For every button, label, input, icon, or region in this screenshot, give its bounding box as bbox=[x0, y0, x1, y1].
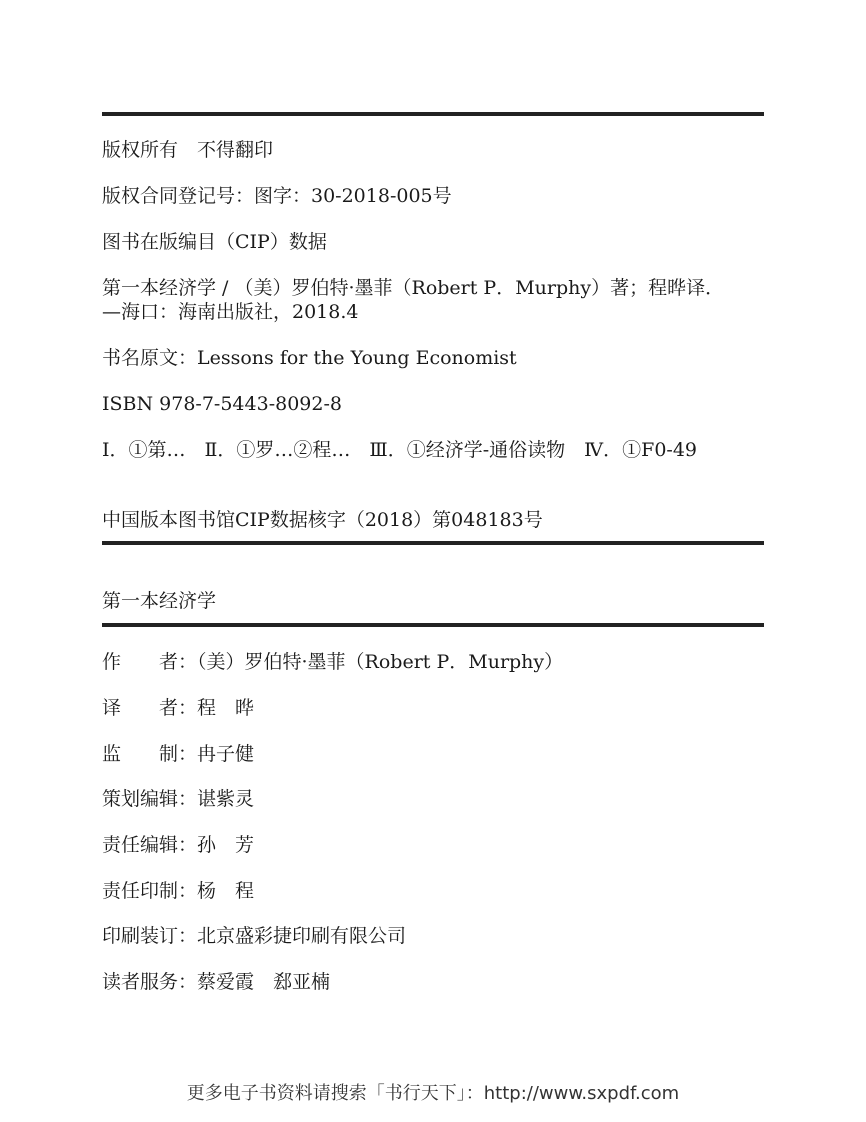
credit-value: 谌紫灵 bbox=[197, 788, 255, 810]
credit-value: 北京盛彩捷印刷有限公司 bbox=[197, 925, 407, 947]
cip-record: 中国版本图书馆CIP数据核字（2018）第048183号 bbox=[102, 509, 543, 531]
credit-row-author bbox=[102, 650, 764, 674]
credit-label: 作 者： bbox=[102, 651, 198, 673]
credit-row-printing bbox=[102, 924, 764, 948]
credit-label: 读者服务： bbox=[102, 971, 198, 993]
credit-label: 责任印制： bbox=[102, 880, 198, 902]
cip-entry-line1: 第一本经济学 / （美）罗伯特·墨菲（Robert P．Murphy）著；程晔译． bbox=[102, 277, 725, 299]
isbn: ISBN 978-7-5443-8092-8 bbox=[102, 393, 342, 415]
credit-value: 冉子健 bbox=[197, 743, 255, 765]
contract-number: 版权合同登记号：图字：30-2018-005号 bbox=[102, 185, 452, 207]
footer-watermark-text: 更多电子书资料请搜索「书行天下」：http://www.sxpdf.com bbox=[186, 1083, 680, 1104]
credit-row-reader-service bbox=[102, 970, 764, 994]
credit-row-responsible-editor bbox=[102, 833, 764, 857]
credit-row-supervisor bbox=[102, 742, 764, 766]
credit-row-print-supervisor bbox=[102, 879, 764, 903]
credit-label: 译 者： bbox=[102, 697, 198, 719]
middle-rule bbox=[102, 541, 764, 545]
cip-title: 图书在版编目（CIP）数据 bbox=[102, 231, 327, 253]
book-title: 第一本经济学 bbox=[102, 590, 217, 612]
credit-value: 杨 程 bbox=[197, 880, 255, 902]
credit-label: 印刷装订： bbox=[102, 925, 198, 947]
cip-entry-line2: —海口：海南出版社，2018.4 bbox=[102, 301, 359, 323]
credit-label: 责任编辑： bbox=[102, 834, 198, 856]
classification: Ⅰ．①第… Ⅱ．①罗…②程… Ⅲ．①经济学-通俗读物 Ⅳ．①F0-49 bbox=[102, 439, 698, 461]
credit-value: 程 晔 bbox=[197, 697, 255, 719]
credit-value: 蔡爱霞 郄亚楠 bbox=[197, 971, 331, 993]
credit-value: 孙 芳 bbox=[197, 834, 255, 856]
credits-rule bbox=[102, 623, 764, 627]
top-rule bbox=[102, 112, 764, 116]
credit-label: 策划编辑： bbox=[102, 788, 198, 810]
credit-value: （美）罗伯特·墨菲（Robert P．Murphy） bbox=[197, 651, 564, 673]
credit-row-translator bbox=[102, 696, 764, 720]
original-title: 书名原文：Lessons for the Young Economist bbox=[102, 347, 517, 369]
credit-label: 监 制： bbox=[102, 743, 198, 765]
rights-statement: 版权所有 不得翻印 bbox=[102, 139, 274, 161]
credit-row-planning-editor bbox=[102, 787, 764, 811]
